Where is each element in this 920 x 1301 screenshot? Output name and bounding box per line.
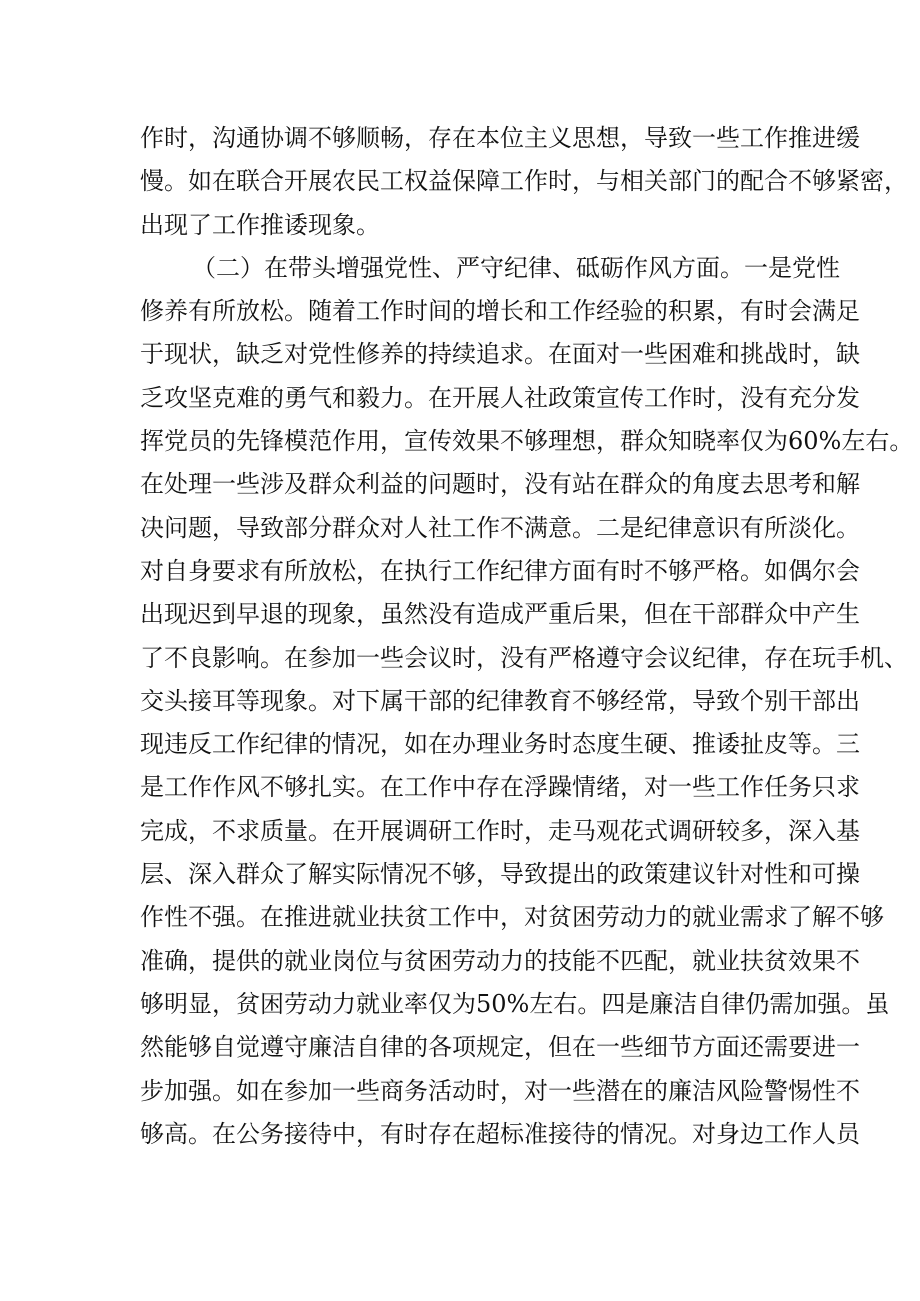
text-line: 出现迟到早退的现象，虽然没有造成严重后果，但在干部群众中产生 — [140, 600, 860, 629]
text-line: 乏攻坚克难的勇气和毅力。在开展人社政策宣传工作时，没有充分发 — [140, 383, 860, 412]
text-line: 出现了工作推诿现象。 — [140, 210, 380, 239]
text-line: 是工作作风不够扎实。在工作中存在浮躁情绪，对一些工作任务只求 — [140, 773, 860, 802]
text-line: 对自身要求有所放松，在执行工作纪律方面有时不够严格。如偶尔会 — [140, 556, 860, 585]
text-line: 然能够自觉遵守廉洁自律的各项规定，但在一些细节方面还需要进一 — [140, 1033, 860, 1062]
text-line: 在处理一些涉及群众利益的问题时，没有站在群众的角度去思考和解 — [140, 470, 860, 499]
text-line: 完成，不求质量。在开展调研工作时，走马观花式调研较多，深入基 — [140, 816, 860, 845]
text-line: 够明显，贫困劳动力就业率仅为50%左右。四是廉洁自律仍需加强。虽 — [140, 989, 890, 1018]
text-line: 了不良影响。在参加一些会议时，没有严格遵守会议纪律，存在玩手机、 — [140, 643, 908, 672]
text-line: 够高。在公务接待中，有时存在超标准接待的情况。对身边工作人员 — [140, 1119, 860, 1148]
text-line: 作时，沟通协调不够顺畅，存在本位主义思想，导致一些工作推进缓 — [140, 124, 860, 152]
text-line: 修养有所放松。随着工作时间的增长和工作经验的积累，有时会满足 — [140, 297, 860, 326]
text-line: 层、深入群众了解实际情况不够，导致提出的政策建议针对性和可操 — [140, 860, 860, 889]
text-line: 慢。如在联合开展农民工权益保障工作时，与相关部门的配合不够紧密， — [140, 167, 908, 196]
text-line: 决问题，导致部分群众对人社工作不满意。二是纪律意识有所淡化。 — [140, 513, 860, 542]
text-line: 准确，提供的就业岗位与贫困劳动力的技能不匹配，就业扶贫效果不 — [140, 946, 860, 975]
text-line: 步加强。如在参加一些商务活动时，对一些潜在的廉洁风险警惕性不 — [140, 1076, 860, 1105]
text-line: 现违反工作纪律的情况，如在办理业务时态度生硬、推诿扯皮等。三 — [140, 730, 860, 759]
text-line: 作性不强。在推进就业扶贫工作中，对贫困劳动力的就业需求了解不够 — [140, 903, 884, 932]
text-line: 交头接耳等现象。对下属干部的纪律教育不够经常，导致个别干部出 — [140, 686, 860, 715]
text-line: 挥党员的先锋模范作用，宣传效果不够理想，群众知晓率仅为60%左右。 — [140, 427, 914, 456]
body-text — [140, 117, 914, 1156]
section-heading-line: （二）在带头增强党性、严守纪律、砥砺作风方面。一是党性 — [192, 253, 840, 282]
text-line: 于现状，缺乏对党性修养的持续追求。在面对一些困难和挑战时，缺 — [140, 340, 860, 369]
